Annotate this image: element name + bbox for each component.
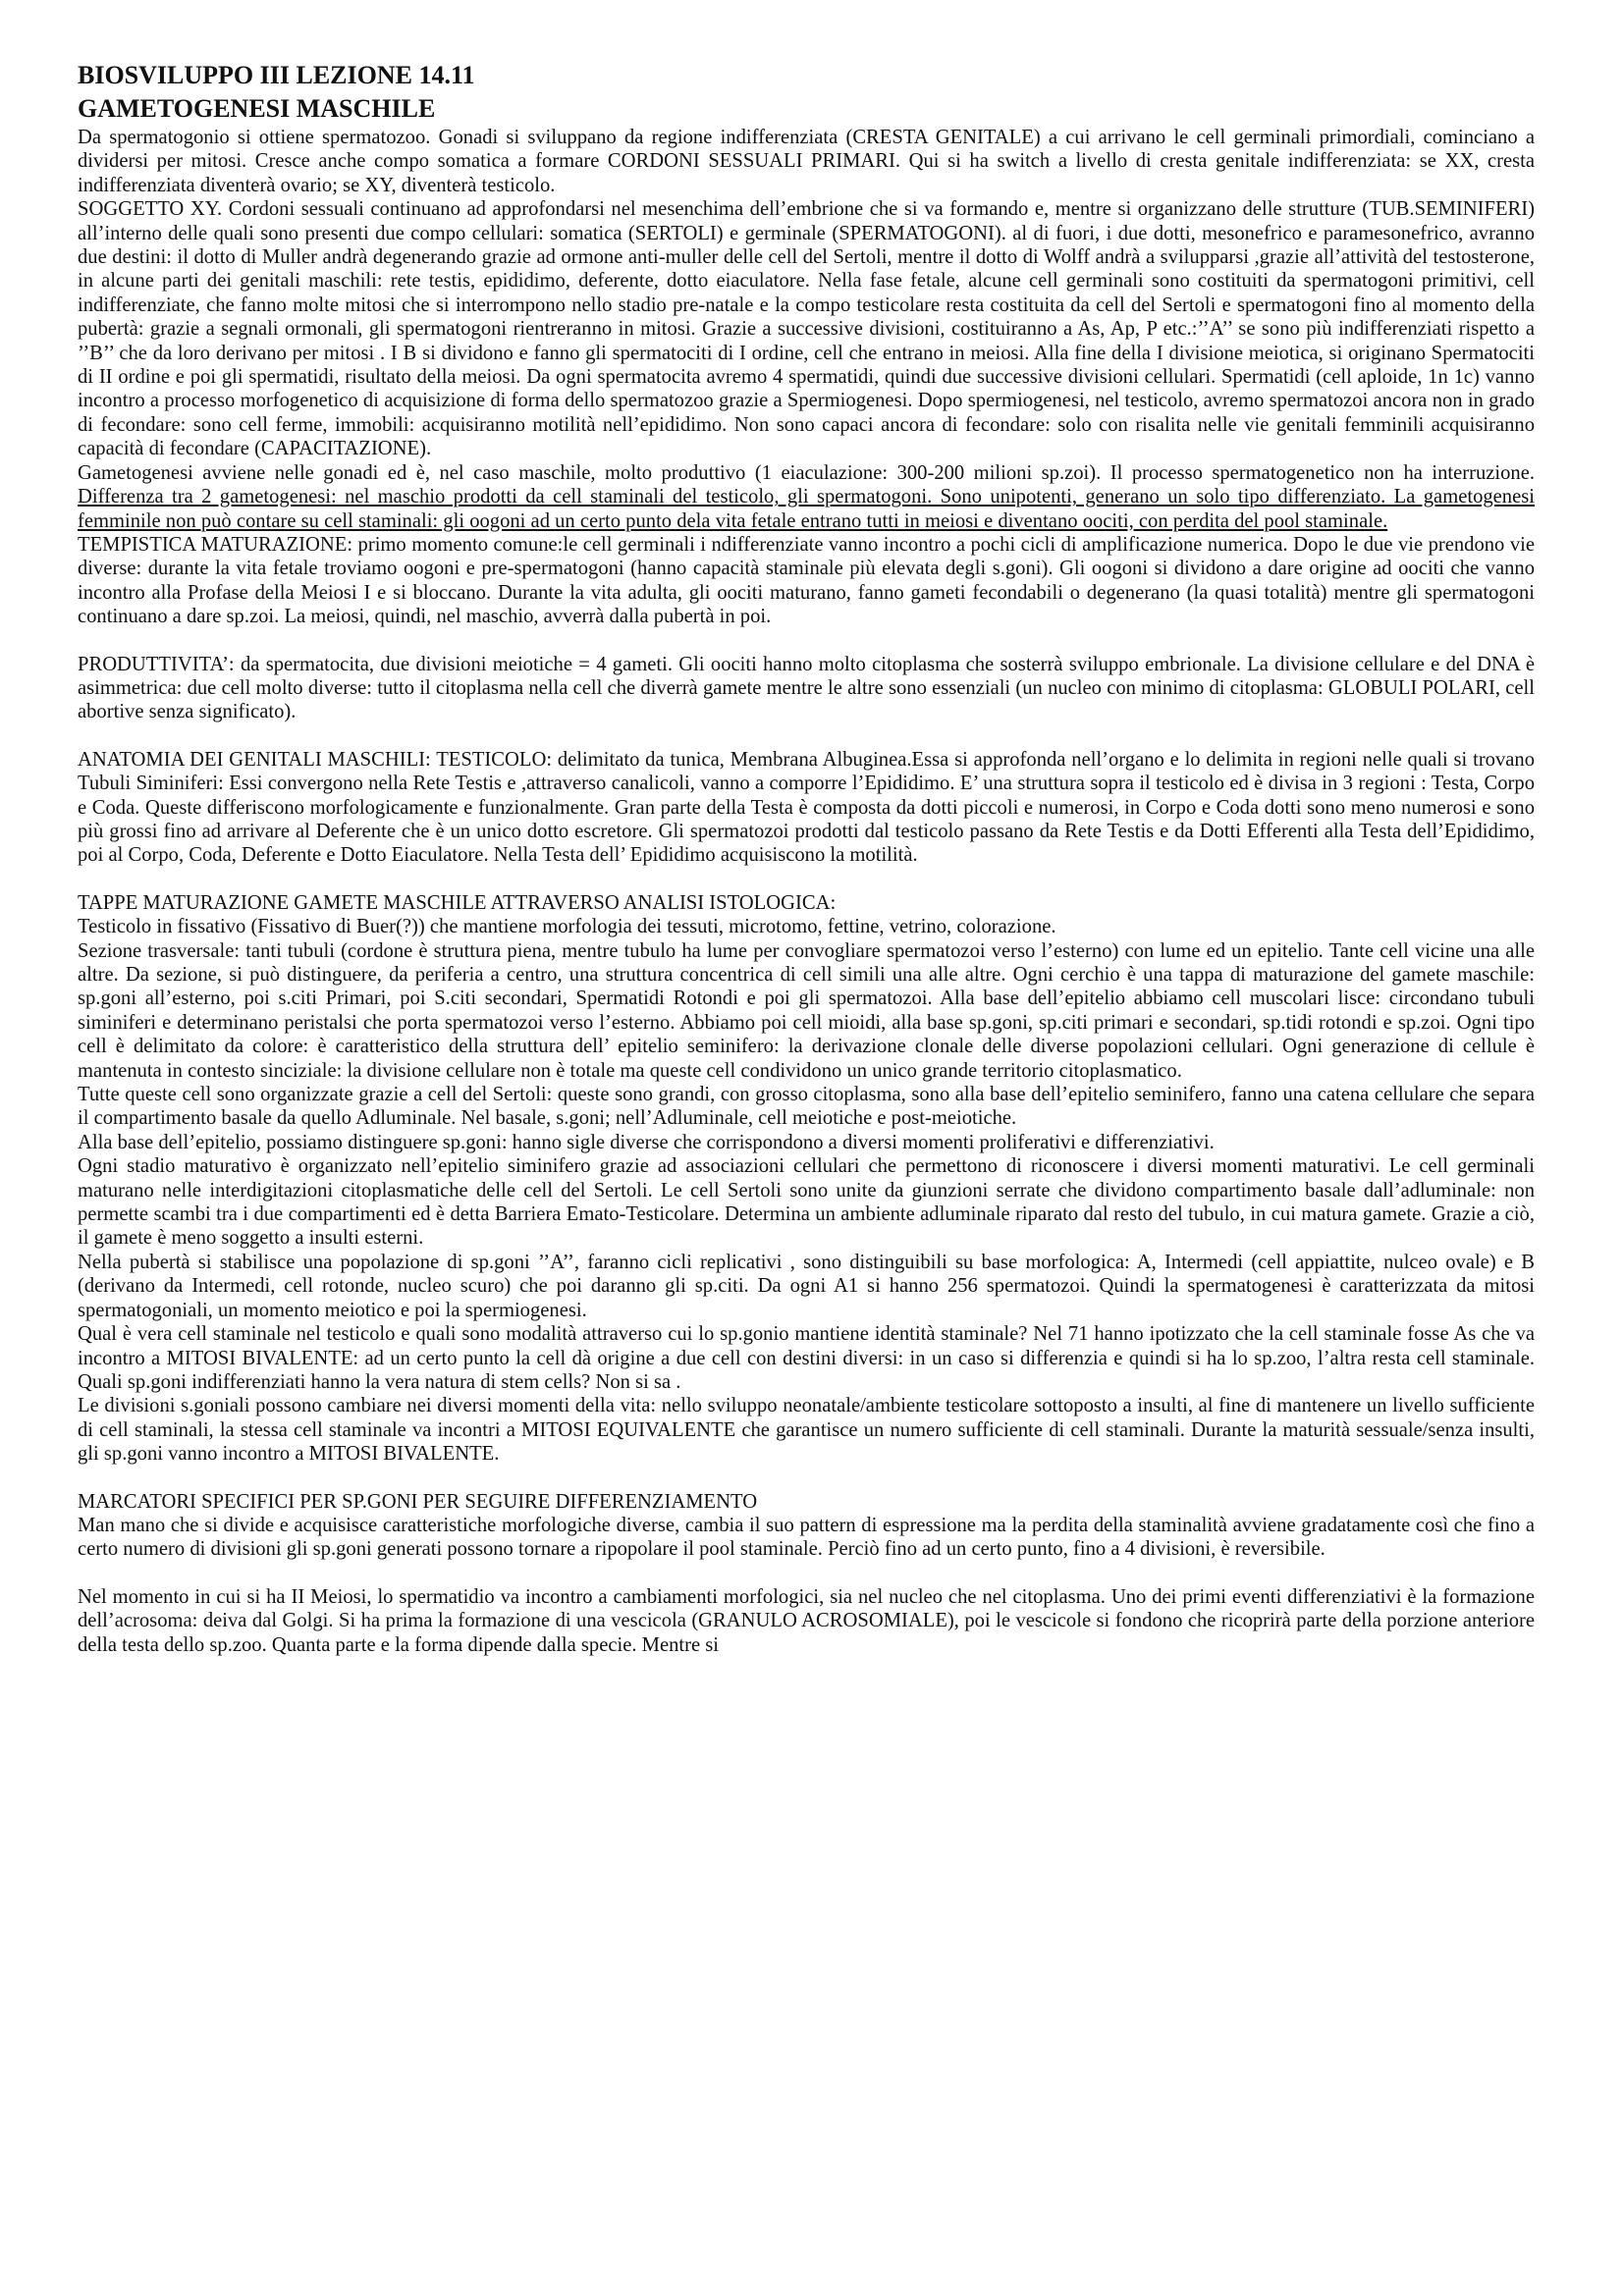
spacer xyxy=(78,1562,1535,1585)
paragraph-produttivita: PRODUTTIVITA’: da spermatocita, due divisioni meiotiche = 4 gameti. Gli oociti hanno molto citoplasma che sosterrà sviluppo embrionale. La divisione cellulare e del DNA è asimmetrica: due cell molto diverse: tutto il citoplasma nella cell che diverrà gamete mentre le altre sono essenziali (un nucleo con minimo di citoplasma: GLOBULI POLARI, cell abortive senza significato). xyxy=(78,653,1535,723)
document-title: BIOSVILUPPO III LEZIONE 14.11 xyxy=(78,61,475,89)
document-page xyxy=(78,59,1535,1657)
spacer xyxy=(78,868,1535,891)
paragraph-base-epitelio: Alla base dell’epitelio, possiamo distinguere sp.goni: hanno sigle diverse che corrispondono a diversi momenti proliferativi e differenziativi. xyxy=(78,1131,1215,1153)
paragraph-intro: Da spermatogonio si ottiene spermatozoo. Gonadi si sviluppano da regione indifferenziata (CRESTA GENITALE) a cui arrivano le cell germinali primordiali, cominciano a dividersi per mitosi. Cresce anche compo somatica a formare CORDONI SESSUALI PRIMARI. Qui si ha switch a livello di cresta genitale indifferenziata: se XX, cresta indifferenziata diventerà ovario; se XY, diventerà testicolo. xyxy=(78,127,1535,196)
section-heading-marcatori: MARCATORI SPECIFICI PER SP.GONI PER SEGUIRE DIFFERENZIAMENTO xyxy=(78,1490,758,1513)
paragraph-sezione: Sezione trasversale: tanti tubuli (cordone è struttura piena, mentre tubulo ha lume per convogliare spermatozoi verso l’esterno) con lume ed un epitelio. Tante cell vicine una alle altre. Da sezione, si può distinguere, da periferia a centro, una struttura concentrica di cell simili una alle altre. Ogni cerchio è una tappa di maturazione del gamete maschile: sp.goni all’esterno, poi s.citi Primari, poi S.citi secondari, Spermatidi Rotondi e poi gli spermatozoi. Alla base dell’epitelio abbiamo cell muscolari lisce: circondano tubuli siminiferi e determinano peristalsi che porta spermatozoi verso l’esterno. Abbiamo poi cell mioidi, alla base sp.goni, sp.citi primari e secondari, sp.tidi rotondi e sp.zoi. Ogni tipo cell è delimitato da colore: è caratteristico della struttura dell’ epitelio seminifero: la derivazione clonale delle diverse popolazioni cellulari. Ogni generazione di cellule è mantenuta in contesto sinciziale: la divisione cellulare non è totale ma queste cell condividono un unico grande territorio citoplasmatico. xyxy=(78,939,1535,1082)
paragraph-fissativo: Testicolo in fissativo (Fissativo di Buer(?)) che mantiene morfologia dei tessuti, microtomo, fettine, vetrino, colorazione. xyxy=(78,916,1056,938)
paragraph-soggetto-xy: SOGGETTO XY. Cordoni sessuali continuano ad approfondarsi nel mesenchima dell’embrione che si va formando e, mentre si organizzano delle strutture (TUB.SEMINIFERI) all’interno delle quali sono presenti due compo cellulari: somatica (SERTOLI) e germinale (SPERMATOGONI). al di fuori, i due dotti, mesonefrico e paramesonefrico, avranno due destini: il dotto di Muller andrà degenerando grazie ad ormone anti-muller delle cell del Sertoli, mentre il dotto di Wolff andrà a svilupparsi ,grazie all’attività del testosterone, in alcune parti dei genitali maschili: rete testis, epididimo, deferente, dotto eiaculatore. Nella fase fetale, alcune cell germinali sono costituiti da spermatogoni primitivi, cell indifferenziate, che fanno molte mitosi che si interrompono nello stadio pre-natale e la compo testicolare resta costituita da cell del Sertoli e spermatogoni fino al momento della pubertà: grazie a segnali ormonali, gli spermatogoni rientreranno in mitosi. Grazie a successive divisioni, costituiranno a As, Ap, P etc.:’’A’’ se sono più indifferenziati rispetto a ’’B’’ che da loro derivano per mitosi . I B si dividono e fanno gli spermatociti di I ordine, cell che entrano in meiosi. Alla fine della I divisione meiotica, si originano Spermatociti di II ordine e poi gli spermatidi, risultato della meiosi. Da ogni spermatocita avremo 4 spermatidi, quindi due successive divisioni cellulari. Spermatidi (cell aploide, 1n 1c) vanno incontro a processo morfogenetico di acquisizione di forma dello spermatozoo grazie a Spermiogenesi. Dopo spermiogenesi, nel testicolo, avremo spermatozoi ancora non in grado di fecondare: sono cell ferme, immobili: acquisiranno motilità nell’epididimo. Non sono capaci ancora di fecondare: solo con risalita nelle vie genitali femminili acquisiranno capacità di fecondare (CAPACITAZIONE). xyxy=(78,198,1535,460)
paragraph-meiosi: Nel momento in cui si ha II Meiosi, lo spermatidio va incontro a cambiamenti morfologici, sia nel nucleo che nel citoplasma. Uno dei primi eventi differenziativi è la formazione dell’acrosoma: deiva dal Golgi. Si ha prima la formazione di una vescicola (GRANULO ACROSOMIALE), poi le vescicole si fondono che ricoprirà parte della porzione anteriore della testa dello sp.zoo. Quanta parte e la forma dipende dalla specie. Mentre si xyxy=(78,1585,1535,1656)
paragraph-marcatori: Man mano che si divide e acquisisce caratteristiche morfologiche diverse, cambia il suo pattern di espressione ma la perdita della staminalità avviene gradatamente così che fino a certo numero di divisioni gli sp.goni generati possono tornare a ripopolare il pool staminale. Perciò fino ad un certo punto, fino a 4 divisioni, è reversibile. xyxy=(78,1514,1535,1561)
paragraph-anatomia: ANATOMIA DEI GENITALI MASCHILI: TESTICOLO: delimitato da tunica, Membrana Albuginea.Essa si approfonda nell’organo e lo delimita in regioni nelle quali si trovano Tubuli Siminiferi: Essi convergono nella Rete Testis e ,attraverso canalicoli, vanno a comporre l’Epididimo. E’ una struttura sopra il testicolo ed è divisa in 3 regioni : Testa, Corpo e Coda. Queste differiscono morfologicamente e funzionalmente. Gran parte della Testa è composta da dotti piccoli e numerosi, in Corpo e Coda dotti sono meno numerosi e sono più grossi fino ad arrivare al Deferente che è un unico dotto escretore. Gli spermatozoi prodotti dal testicolo passano da Rete Testis e da Dotti Efferenti alla Testa dell’Epididimo, poi al Corpo, Coda, Deferente e Dotto Eiaculatore. Nella Testa dell’ Epididimo acquisiscono la motilità. xyxy=(78,748,1535,867)
paragraph-gametogenesi xyxy=(78,461,1535,533)
paragraph-tempistica: TEMPISTICA MATURAZIONE: primo momento comune:le cell germinali i ndifferenziate vanno incontro a pochi cicli di amplificazione numerica. Dopo le due vie prendono vie diverse: durante la vita fetale troviamo oogoni e pre-spermatogoni (hanno capacità staminale più elevata degli s.goni). Gli oogoni si dividono a dare origine ad oociti che vanno incontro alla Profase della Meiosi I e si bloccano. Durante la vita adulta, gli oociti maturano, fanno gameti fecondabili o degenerano (la quasi totalità) mentre gli spermatogoni continuano a dare sp.zoi. La meiosi, quindi, nel maschio, avverrà dalla pubertà in poi. xyxy=(78,533,1535,628)
paragraph-staminale: Qual è vera cell staminale nel testicolo e quali sono modalità attraverso cui lo sp.gonio mantiene identità staminale? Nel 71 hanno ipotizzato che la cell staminale fosse As che va incontro a MITOSI BIVALENTE: ad un certo punto la cell dà origine a due cell con destini diversi: in un caso si differenzia e quindi si ha lo sp.zoo, l’altra resta cell staminale. Quali sp.goni indifferenziati hanno la vera natura di stem cells? Non si sa . xyxy=(78,1323,1535,1393)
spacer xyxy=(78,724,1535,748)
underlined-differences: Differenza tra 2 gametogenesi: nel maschio prodotti da cell staminali del testicolo, gli spermatogoni. Sono unipotenti, generano un solo tipo differenziato. La gametogenesi femminile non può contare su cell staminali: gli oogoni ad un certo punto dela vita fetale entrano tutti in meiosi e diventano oociti, con perdita del pool staminale. xyxy=(78,486,1535,532)
paragraph-stadio-maturativo: Ogni stadio maturativo è organizzato nell’epitelio siminifero grazie ad associazioni cellulari che permettono di riconoscere i diversi momenti maturativi. Le cell germinali maturano nelle interdigitazioni citoplasmatiche delle cell del Sertoli. Le cell Sertoli sono unite da giunzioni serrate che dividono compartimento basale dall’adluminale: non permette scambi tra i due compartimenti ed è detta Barriera Emato-Testicolare. Determina un ambiente adluminale riparato dal resto del tubulo, in cui matura gamete. Grazie a ciò, il gamete è meno soggetto a insulti esterni. xyxy=(78,1155,1535,1250)
paragraph-sertoli: Tutte queste cell sono organizzate grazie a cell del Sertoli: queste sono grandi, con grosso citoplasma, sono alla base dell’epitelio seminifero, fanno una catena cellulare che separa il compartimento basale da quello Adluminale. Nel basale, s.goni; nell’Adluminale, cell meiotiche e post-meiotiche. xyxy=(78,1084,1535,1130)
spacer xyxy=(78,629,1535,653)
spacer xyxy=(78,1467,1535,1490)
paragraph-puberta: Nella pubertà si stabilisce una popolazione di sp.goni ’’A’’, faranno cicli replicativi , sono distinguibili su base morfologica: A, Intermedi (cell appiattite, nulceo ovale) e B (derivano da Intermedi, cell rotonde, nucleo scuro) che poi daranno gli sp.citi. Da ogni A1 si hanno 256 spermatozoi. Quindi la spermatogenesi è caratterizzata da mitosi spermatogoniali, un momento meiotico e poi la spermiogenesi. xyxy=(78,1251,1535,1321)
document-subtitle: GAMETOGENESI MASCHILE xyxy=(78,94,436,123)
paragraph-gametogenesi-text: Gametogenesi avviene nelle gonadi ed è, nel caso maschile, molto produttivo (1 eiaculazione: 300-200 milioni sp.zoi). Il processo spermatogenetico non ha interruzione. xyxy=(78,461,1535,484)
section-heading-tappe: TAPPE MATURAZIONE GAMETE MASCHILE ATTRAVERSO ANALISI ISTOLOGICA: xyxy=(78,891,837,914)
paragraph-divisioni: Le divisioni s.goniali possono cambiare nei diversi momenti della vita: nello sviluppo neonatale/ambiente testicolare sottoposto a insulti, al fine di mantenere un livello sufficiente di cell staminali, la stessa cell staminale va incontri a MITOSI EQUIVALENTE che garantisce un numero sufficiente di cell staminali. Durante la maturità sessuale/senza insulti, gli sp.goni vanno incontro a MITOSI BIVALENTE. xyxy=(78,1395,1535,1466)
